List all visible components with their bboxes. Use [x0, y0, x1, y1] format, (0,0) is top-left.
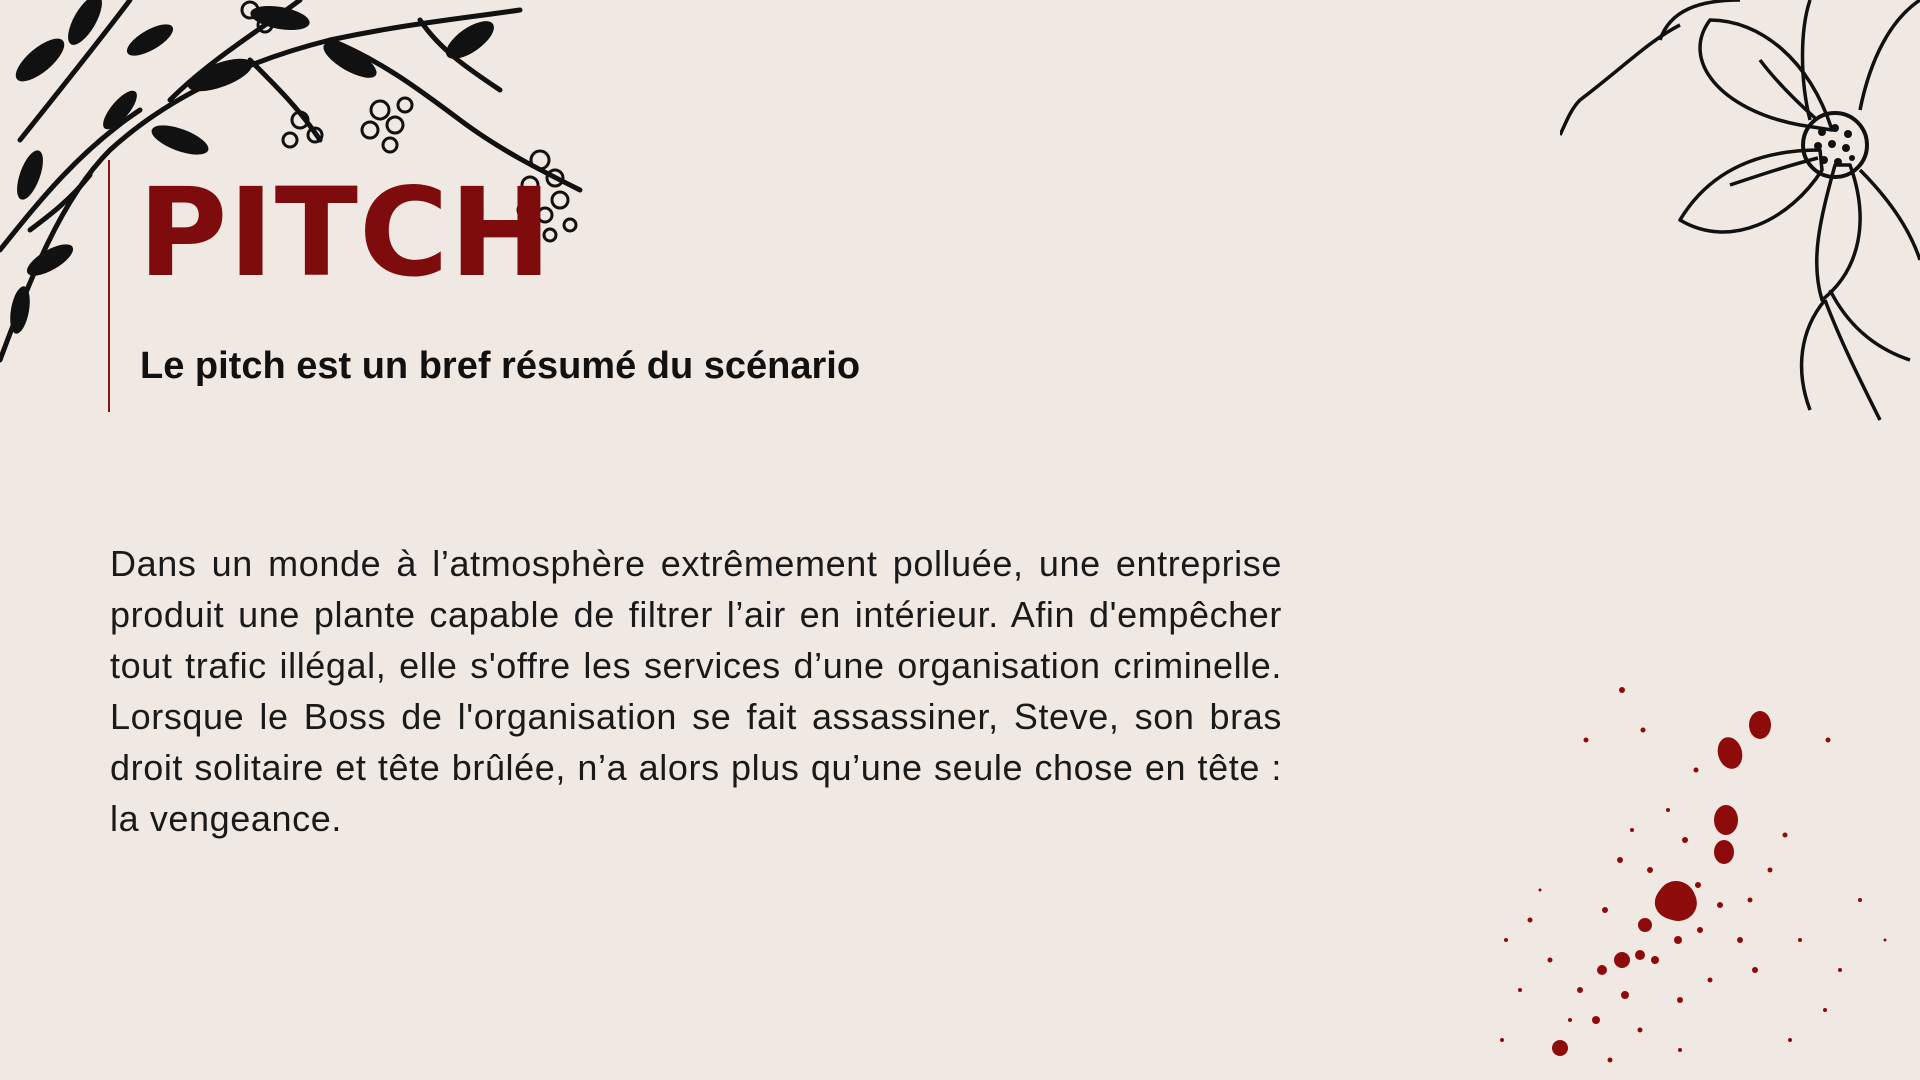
- title-accent-rule: [108, 160, 110, 412]
- page-subtitle: Le pitch est un bref résumé du scénario: [140, 345, 861, 387]
- flower-line-illustration: [1560, 0, 1920, 440]
- pitch-paragraph: Dans un monde à l’atmosphère extrêmement polluée, une entreprise produit une plante capable de filtrer l’air en intérieur. Afin d'empêcher tout trafic illégal, elle s'offre les services d’une organisation criminelle. Lorsque le Boss de l'organisation se fait assassiner, Steve, son bras droit solitaire et tête brûlée, n’a alors plus qu’une seule chose en tête : la vengeance.: [110, 543, 1282, 839]
- blood-splatter: [1440, 640, 1920, 1080]
- page-title: PITCH: [138, 162, 553, 304]
